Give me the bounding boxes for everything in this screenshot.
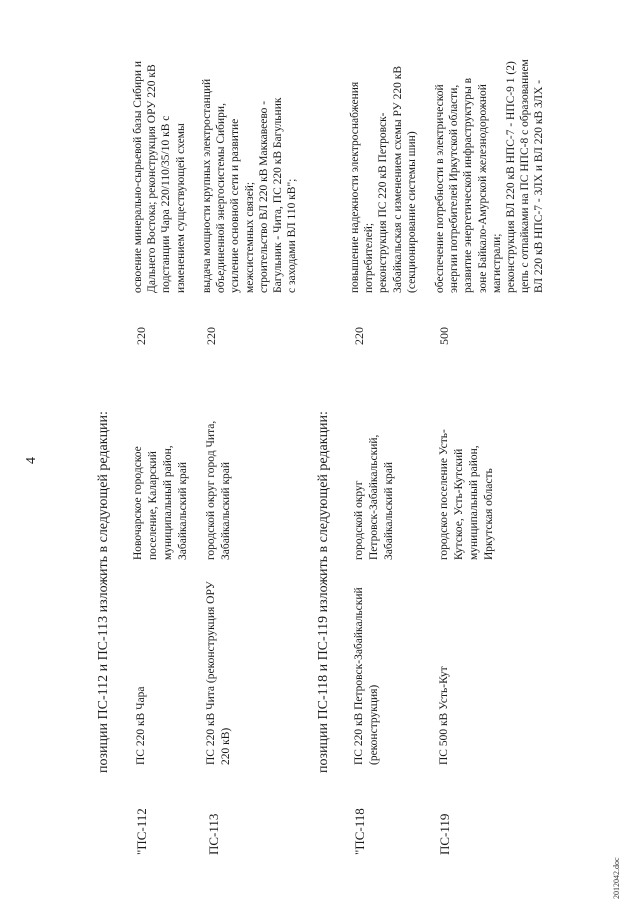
- voltage-value: 220: [204, 327, 218, 345]
- section-intro: позиции ПС-112 и ПС-113 изложить в следующей редакции:: [96, 411, 111, 773]
- object-name: ПС 500 кВ Усть-Кут: [438, 666, 450, 765]
- voltage-value: 500: [437, 327, 451, 345]
- object-purpose: обеспечение потребности в электрической энергии потребителей Иркутской области, развитие энергетической инфраструктуры в зоне Байкало-Амурской железнодорожной магистрали; реконструкция ВЛ 220 кВ НПС-7 - НПС-9 1 (2) цепь с отпайками на ПС НПС-8 с образованием ВЛ 220 кВ НПС-7 - ЗЛХ и ВЛ 220 кВ ЗЛХ -: [434, 59, 546, 293]
- object-location: городской округ город Чита, Забайкальский край: [205, 420, 232, 560]
- object-location: городской округ Петровск-Забайкальский, Забайкальский край: [353, 434, 395, 560]
- voltage-value: 220: [352, 327, 366, 345]
- position-code: ПС-119: [437, 813, 452, 855]
- voltage-value: 220: [134, 327, 148, 345]
- object-name: ПС 220 кВ Чара: [135, 686, 147, 765]
- object-purpose: освоение минерально-сырьевой базы Сибири и Дальнего Востока; реконструкция ОРУ 220 кВ подстанции Чара 220/110/35/10 кВ с изменением существующей схемы: [132, 60, 187, 293]
- object-location: Новочарское городское поселение, Каларский муниципальный район, Забайкальский край: [132, 445, 189, 560]
- object-name: ПС 220 кВ Чита (реконструкция ОРУ 220 кВ): [205, 581, 232, 765]
- section-intro: позиции ПС-118 и ПС-119 изложить в следующей редакции:: [316, 411, 331, 773]
- object-purpose: выдача мощности крупных электростанций объединенной энергосистемы Сибири, усиление основной сети и развитие межсистемных связей; строительство ВЛ 220 кВ Маккавеево - Багульник - Чита, ПС 220 кВ Багульник с заходами ВЛ 110 кВ";: [201, 78, 299, 293]
- object-name: ПС 220 кВ Петровск-Забайкальский (реконструкция): [353, 587, 380, 765]
- position-code: "ПС-112: [134, 808, 149, 855]
- object-location: городское поселение Усть- Кутское, Усть-Кутский муниципальный район, Иркутская область: [438, 429, 495, 560]
- document-filename: 2012042.doc: [612, 857, 621, 899]
- page-number: 4: [24, 457, 39, 464]
- position-code: "ПС-118: [352, 808, 367, 855]
- position-code: ПС-113: [206, 813, 221, 855]
- object-purpose: повышение надежности электроснабжения потребителей; реконструкция ПС 220 кВ Петровск- Забайкальская с изменением схемы РУ 220 кВ (секционирование системы шин): [349, 66, 418, 293]
